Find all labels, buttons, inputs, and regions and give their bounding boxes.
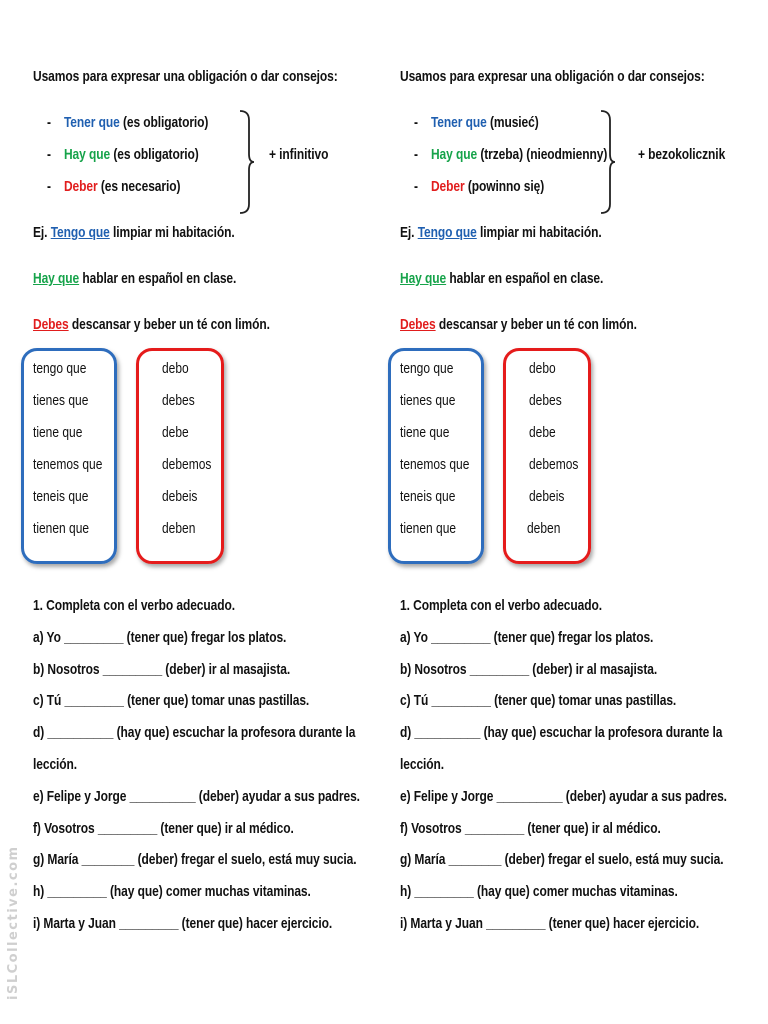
deber-form: debe [529, 424, 556, 441]
exercise-line: b) Nosotros _________ (deber) ir al masajista. [400, 661, 658, 678]
exercise-line: g) María ________ (deber) fregar el suelo, está muy sucia. [33, 851, 357, 868]
exercise-line: i) Marta y Juan _________ (tener que) hacer ejercicio. [33, 915, 333, 932]
deber-form: debeis [529, 488, 565, 505]
exercise-line: h) _________ (hay que) comer muchas vitaminas. [33, 883, 311, 900]
tener-form: teneis que [400, 488, 456, 505]
deber-form: debeis [162, 488, 198, 505]
tener-form: tenemos que [33, 456, 103, 473]
term-hay-que: Hay que [430, 146, 478, 163]
tener-form: tiene que [400, 424, 450, 441]
tener-form: tiene que [33, 424, 83, 441]
deber-form: debo [529, 360, 556, 377]
exercise-line: i) Marta y Juan _________ (tener que) hacer ejercicio. [400, 915, 700, 932]
right-brace-icon [239, 110, 255, 214]
worksheet-column-right [400, 0, 760, 1024]
exercise-line: b) Nosotros _________ (deber) ir al masajista. [33, 661, 291, 678]
example-debes: Debes descansar y beber un té con limón. [400, 316, 637, 333]
example-hay-que: Hay que hablar en español en clase. [33, 270, 237, 287]
plus-infinitive: + bezokolicznik [638, 146, 726, 163]
deber-form: deben [527, 520, 561, 537]
exercise-line: h) _________ (hay que) comer muchas vitaminas. [400, 883, 678, 900]
rule-hay-que: - Hay que (es obligatorio) [47, 146, 199, 163]
tener-form: teneis que [33, 488, 89, 505]
deber-form: debo [162, 360, 189, 377]
exercise-line: lección. [33, 756, 78, 773]
rule-deber: - Deber (es necesario) [47, 178, 181, 195]
exercise-line: d) __________ (hay que) escuchar la profesora durante la [400, 724, 723, 741]
exercise-line: e) Felipe y Jorge __________ (deber) ayudar a sus padres. [33, 788, 360, 805]
exercise-line: lección. [400, 756, 445, 773]
term-tener-que: Tener que [430, 114, 487, 131]
example-debes: Debes descansar y beber un té con limón. [33, 316, 270, 333]
right-brace-icon [600, 110, 616, 214]
deber-form: debes [162, 392, 195, 409]
deber-form: debemos [529, 456, 579, 473]
term-tener-que: Tener que [63, 114, 120, 131]
example-tengo-que: Ej. Tengo que limpiar mi habitación. [33, 224, 235, 241]
example-hay-que: Hay que hablar en español en clase. [400, 270, 604, 287]
tener-form: tienen que [33, 520, 90, 537]
tener-form: tenemos que [400, 456, 470, 473]
rule-hay-que: - Hay que (trzeba) (nieodmienny) [414, 146, 608, 163]
rule-tener-que: - Tener que (musieć) [414, 114, 539, 131]
tener-form: tengo que [400, 360, 454, 377]
exercise-line: c) Tú _________ (tener que) tomar unas pastillas. [33, 692, 310, 709]
exercise-line: e) Felipe y Jorge __________ (deber) ayudar a sus padres. [400, 788, 727, 805]
tener-form: tienen que [400, 520, 457, 537]
term-deber: Deber [430, 178, 465, 195]
exercise-line: a) Yo _________ (tener que) fregar los platos. [33, 629, 287, 646]
exercise-line: f) Vosotros _________ (tener que) ir al médico. [33, 820, 294, 837]
tener-form: tengo que [33, 360, 87, 377]
exercise-line: c) Tú _________ (tener que) tomar unas pastillas. [400, 692, 677, 709]
watermark: iSLCollective.com [6, 845, 21, 1000]
exercise-line: f) Vosotros _________ (tener que) ir al médico. [400, 820, 661, 837]
exercise-title: 1. Completa con el verbo adecuado. [400, 597, 603, 614]
rule-tener-que: - Tener que (es obligatorio) [47, 114, 209, 131]
rule-deber: - Deber (powinno się) [414, 178, 545, 195]
exercise-title: 1. Completa con el verbo adecuado. [33, 597, 236, 614]
exercise-line: d) __________ (hay que) escuchar la profesora durante la [33, 724, 356, 741]
deber-form: deben [162, 520, 196, 537]
tener-form: tienes que [33, 392, 89, 409]
plus-infinitive: + infinitivo [269, 146, 329, 163]
deber-form: debemos [162, 456, 212, 473]
example-tengo-que: Ej. Tengo que limpiar mi habitación. [400, 224, 602, 241]
worksheet-column-left [33, 0, 393, 1024]
deber-form: debes [529, 392, 562, 409]
exercise-line: a) Yo _________ (tener que) fregar los platos. [400, 629, 654, 646]
term-hay-que: Hay que [63, 146, 111, 163]
tener-form: tienes que [400, 392, 456, 409]
exercise-line: g) María ________ (deber) fregar el suelo, está muy sucia. [400, 851, 724, 868]
term-deber: Deber [63, 178, 98, 195]
deber-form: debe [162, 424, 189, 441]
section-heading: Usamos para expresar una obligación o dar consejos: [400, 68, 705, 85]
section-heading: Usamos para expresar una obligación o dar consejos: [33, 68, 338, 85]
